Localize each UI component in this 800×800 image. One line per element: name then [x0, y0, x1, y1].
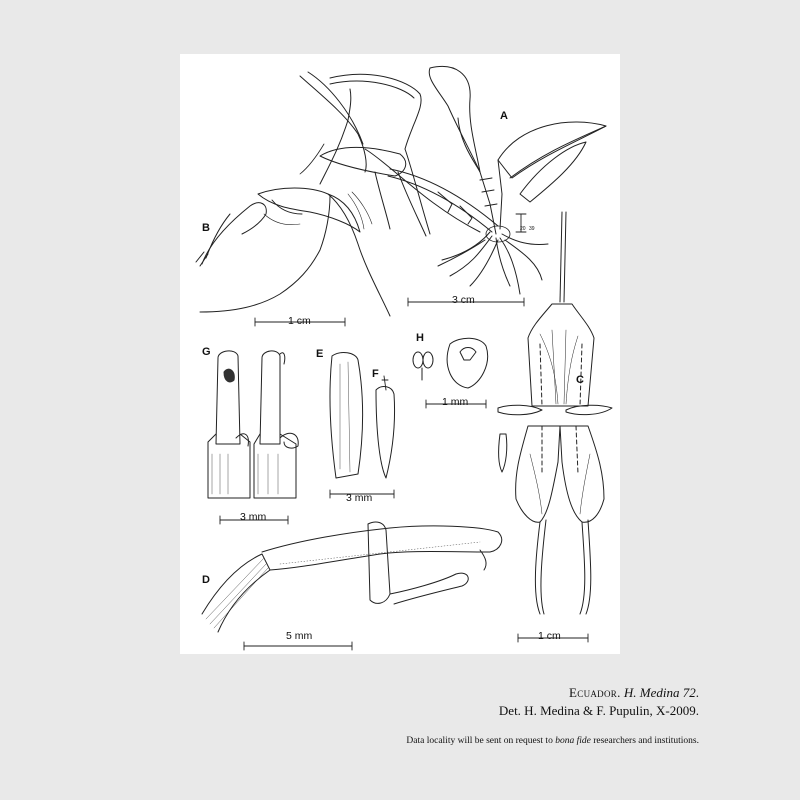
- scale-label-g: 3 mm: [240, 511, 267, 523]
- scale-label-d: 5 mm: [286, 630, 313, 642]
- figure-label-h: H: [416, 332, 424, 344]
- figure-label-b: B: [202, 222, 210, 234]
- locality-note-end: researchers and institutions.: [593, 736, 699, 746]
- figure-label-f: F: [372, 368, 379, 380]
- figure-label-g: G: [202, 346, 211, 358]
- locality-note: [406, 736, 699, 746]
- illustration-plate: [180, 54, 620, 654]
- habit-drawing: [300, 66, 606, 294]
- figure-label-e: E: [316, 348, 324, 360]
- scale-label-c: 1 cm: [538, 630, 561, 642]
- column-side-drawing: [202, 522, 502, 650]
- scale-label-ef: 3 mm: [346, 492, 373, 504]
- column-drawing: [208, 351, 298, 524]
- scale-label-b: 1 cm: [288, 315, 311, 327]
- perianth-drawing: [498, 212, 612, 642]
- collector-number: H. Medina 72: [623, 685, 696, 700]
- collector-period: .: [695, 685, 699, 700]
- figure-label-a: A: [500, 110, 508, 122]
- scale-label-h: 1 mm: [442, 396, 469, 408]
- flower-side-drawing: [196, 89, 390, 326]
- determination-line: Det. H. Medina & F. Pupulin, X-2009.: [498, 703, 699, 718]
- locality-note-start: Data locality will be sent on request to: [406, 736, 553, 746]
- locality-note-italic: bona fide: [555, 736, 591, 746]
- scale-label-a-tiny-mid: 39: [529, 226, 535, 232]
- figure-label-c: C: [576, 374, 584, 386]
- specimen-caption: [569, 685, 699, 701]
- scale-label-a: 3 cm: [452, 294, 475, 306]
- botanical-drawing: [180, 54, 620, 654]
- scale-label-a-tiny-top: 20: [520, 226, 526, 232]
- country-label: Ecuador.: [569, 685, 621, 700]
- lip-petal-drawing: [330, 353, 395, 498]
- figure-label-d: D: [202, 574, 210, 586]
